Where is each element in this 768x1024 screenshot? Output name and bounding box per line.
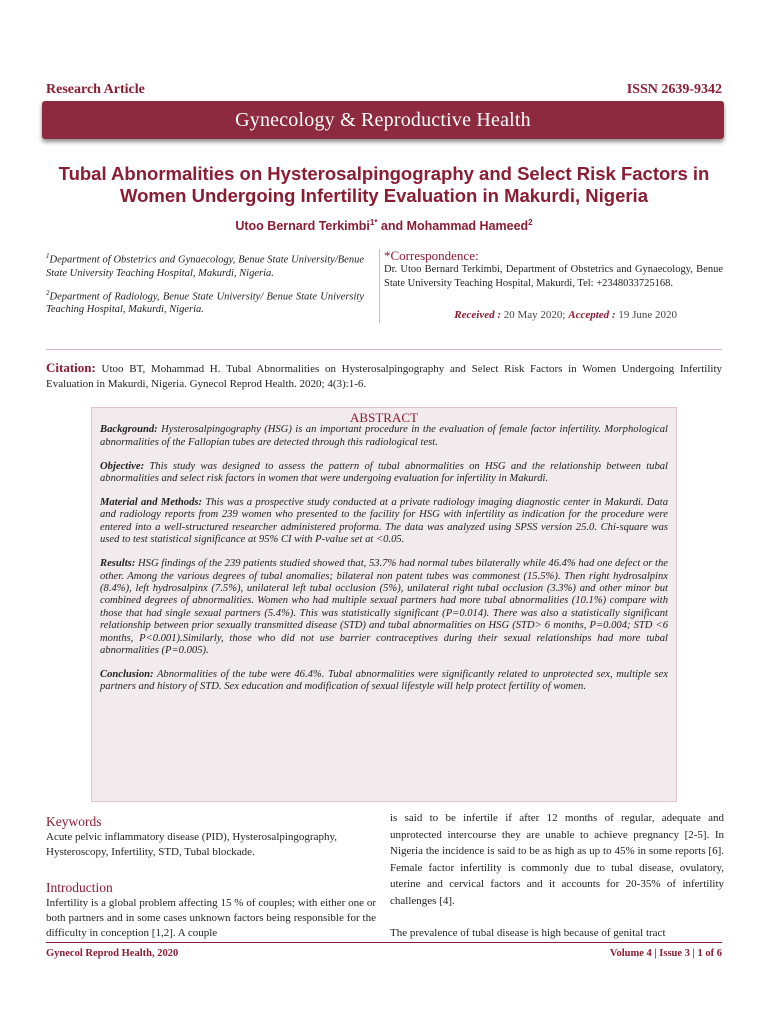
author-1: Utoo Bernard Terkimbi [235, 219, 370, 234]
affiliation-2-text: Department of Radiology, Benue State University/ Benue State University Teaching Hospital, Makurdi, Nigeria. [46, 291, 364, 315]
abstract-methods [100, 497, 668, 547]
background-text: Hysterosalpingography (HSG) is an important procedure in the evaluation of female factor infertility. Morphological abnormalities of the Fallopian tubes are detected through this radiological test. [100, 424, 668, 448]
conclusion-label: Conclusion: [100, 668, 154, 680]
right-column [390, 810, 724, 958]
abstract-results [100, 558, 668, 657]
results-text: HSG findings of the 239 patients studied showed that, 53.7% had normal tubes bilaterally while 46.4% had one defect or the other. Among the various degrees of tubal anomalies; bilateral non patent tubes was commonest (15.5%). Then right hydrosalpinx (8.4%), left hydrosalpinx (7.5%), unilateral left tubal occlusion (5%), unilateral right tubal occlusion (3.3%) and other minor but combined degrees of abnormalities. Women who had multiple sexual partners had more tubal abnormalities (10.1%) compare with those that had single sexual partners (5.4%). This was statistically significant (P=0.014). There was also a statistically significant relationship between prior sexually transmitted disease (STD) and tubal abnormalities on HSG (STD> 6 months, P=0.004; STD <6 months, P<0.001).Similarly, those who did not use barrier contraceptives during their sexual relationships had more tubal abnormalities (P=0.005). [100, 558, 668, 656]
right-paragraph-1: is said to be infertile if after 12 months of regular, adequate and unprotected intercourse they are unable to achieve pregnancy [2-5]. In Nigeria the incidence is said to be as high as up to 45% in some reports [6]. Female factor infertility is commonly due to tubal disease, ovulatory, uterine and cervical factors and it accounts for 20-35% of infertility challenges [4]. [390, 812, 724, 907]
article-type: Research Article [46, 82, 145, 97]
footer [46, 948, 722, 959]
keywords-heading: Keywords [46, 814, 102, 829]
author-2: Mohammad Hameed [406, 219, 529, 234]
author-2-superscript: 2 [528, 218, 533, 227]
objective-text: This study was designed to assess the pattern of tubal abnormalities on HSG and the relationship between tubal abnormalities and select risk factors in women that were undergoing evaluation for infertility in Makurdi. [100, 460, 668, 485]
objective-label: Objective: [100, 460, 145, 472]
introduction-heading: Introduction [46, 880, 113, 895]
background-label: Background: [100, 424, 158, 436]
affiliations [46, 250, 364, 323]
conclusion-text: Abnormalities of the tube were 46.4%. Tubal abnormalities were significantly related to unprotected sex, multiple sex partners and history of STD. Sex education and modification of sexual lifestyle will help protect fertility of women. [100, 668, 668, 693]
citation [46, 360, 722, 392]
divider [46, 349, 722, 350]
received-date: 20 May 2020; [501, 309, 569, 322]
footer-journal: Gynecol Reprod Health, 2020 [46, 948, 179, 959]
keywords-text: Acute pelvic inflammatory disease (PID), Hysterosalpingography, Hysteroscopy, Infertility, STD, Tubal blockade. [46, 831, 338, 858]
abstract-background [100, 424, 668, 449]
affiliation-2-marker: 2 [46, 288, 50, 297]
accepted-date: 19 June 2020 [615, 309, 677, 322]
footer-divider [46, 942, 722, 943]
results-label: Results: [100, 558, 136, 570]
affiliation-1-marker: 1 [46, 252, 50, 260]
author-conjunction: and [377, 219, 407, 234]
abstract-heading: ABSTRACT [350, 410, 418, 425]
author-1-superscript: 1* [369, 218, 378, 227]
correspondence-body: Dr. Utoo Bernard Terkimbi, Department of Obstetrics and Gynaecology, Benue State University Teaching Hospital, Makurdi, Tel: +2348033725168. [384, 264, 723, 289]
received-label: Received : [454, 309, 501, 322]
footer-page-info: Volume 4 | Issue 3 | 1 of 6 [609, 948, 722, 959]
abstract-box [91, 407, 677, 802]
paper-title: Tubal Abnormalities on Hysterosalpingography and Select Risk Factors in Women Undergoing Infertility Evaluation in Makurdi, Nigeria [58, 163, 710, 206]
methods-label: Material and Methods: [100, 497, 203, 509]
accepted-label: Accepted : [568, 309, 616, 322]
journal-name: Gynecology & Reproductive Health [235, 108, 531, 131]
methods-text: This was a prospective study conducted at a private radiology imaging diagnostic center in Makurdi. Data and radiology reports from 239 women who presented to the facility for HSG with infertility as indication for the procedure were entered into a well-structured researcher administered proforma. The data was analyzed using SPSS version 25.0. Chi-square was used to test statistical significance at 95% CI with P-value set at <0.05. [100, 497, 668, 546]
journal-banner [42, 101, 724, 139]
correspondence-box [379, 249, 723, 323]
author-line [0, 218, 768, 233]
affiliation-2 [46, 287, 364, 317]
left-column [46, 814, 376, 941]
introduction-text: Infertility is a global problem affecting 15 % of couples; with either one or both partners and in some cases unknown factors being responsible for the difficulty in conception [1,2]. A couple [46, 897, 376, 939]
abstract-objective [100, 461, 668, 486]
issn: ISSN 2639-9342 [626, 82, 722, 97]
received-accepted-dates [384, 309, 723, 322]
citation-text: Utoo BT, Mohammad H. Tubal Abnormalities on Hysterosalpingography and Select Risk Factors in Women Undergoing Infertility Evaluation in Makurdi, Nigeria. Gynecol Reprod Health. 2020; 4(3):1-6. [46, 363, 722, 390]
affiliation-1 [46, 250, 364, 280]
header-row [46, 82, 722, 102]
abstract-conclusion [100, 669, 668, 694]
affiliation-1-text: Department of Obstetrics and Gynaecology, Benue State University/Benue State University Teaching Hospital, Makurdi, Nigeria. [46, 254, 364, 279]
correspondence-heading: *Correspondence: [384, 248, 479, 263]
right-paragraph-2: The prevalence of tubal disease is high because of genital tract [390, 927, 666, 939]
citation-label: Citation: [46, 360, 96, 375]
